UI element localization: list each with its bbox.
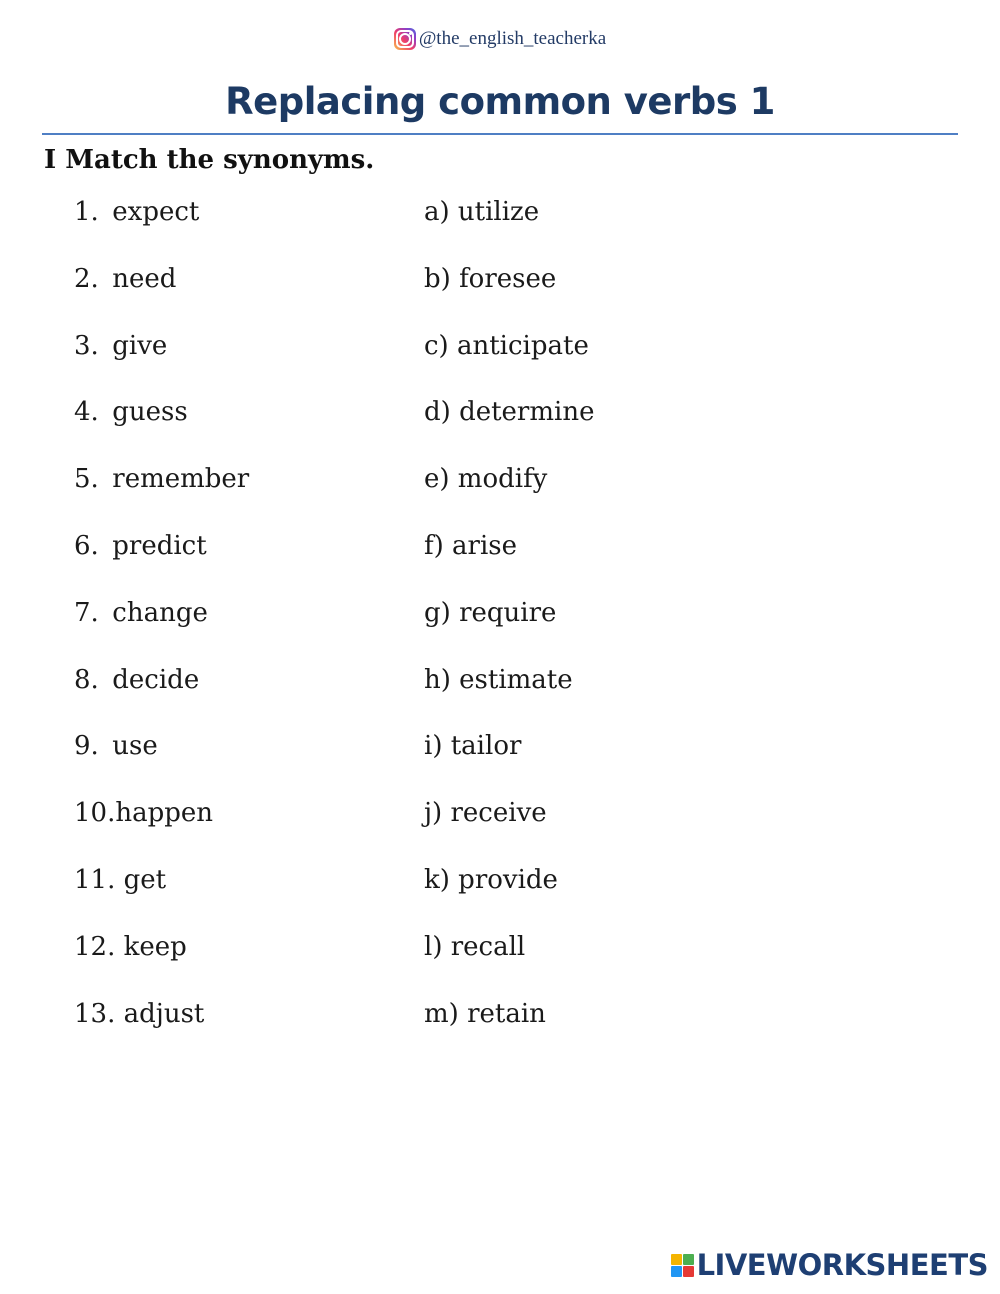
item-word: change: [112, 597, 208, 628]
left-item: [74, 860, 249, 927]
item-word: happen: [115, 798, 214, 829]
item-letter: g): [424, 597, 451, 628]
item-number: 11.: [74, 864, 116, 895]
right-item: [424, 994, 594, 1061]
left-item: [74, 459, 249, 526]
handle-text: @the_english_teacherka: [418, 28, 607, 49]
item-letter: h): [424, 664, 451, 695]
item-number: 6.: [74, 530, 99, 561]
right-item: [424, 726, 594, 793]
item-word: estimate: [459, 664, 573, 695]
item-letter: e): [424, 464, 450, 495]
logo-text: LIVEWORKSHEETS: [696, 1248, 988, 1282]
item-word: receive: [450, 798, 547, 829]
item-letter: a): [424, 197, 450, 227]
item-word: foresee: [459, 263, 557, 294]
item-word: recall: [450, 931, 526, 962]
item-letter: k): [424, 864, 450, 895]
item-letter: m): [424, 998, 459, 1029]
left-item: [74, 392, 249, 459]
right-word-list: [424, 192, 594, 1060]
item-word: arise: [452, 530, 518, 561]
item-word: guess: [112, 397, 188, 428]
item-number: 2.: [74, 263, 99, 294]
item-letter: c): [424, 330, 449, 361]
item-number: 9.: [74, 731, 99, 762]
item-number: 10.: [74, 798, 116, 829]
item-word: adjust: [123, 998, 205, 1029]
left-item: [74, 927, 249, 994]
item-word: need: [112, 263, 177, 294]
task-instruction: I Match the synonyms.: [44, 145, 375, 175]
instagram-icon: [394, 28, 416, 50]
item-number: 1.: [74, 197, 99, 227]
item-word: expect: [112, 197, 200, 227]
instagram-handle: [0, 28, 1000, 50]
item-letter: l): [424, 931, 443, 962]
item-word: retain: [467, 998, 546, 1029]
item-letter: j): [424, 798, 443, 829]
liveworksheets-logo: [671, 1248, 988, 1282]
right-item: [424, 593, 594, 660]
item-word: utilize: [457, 197, 540, 227]
item-word: give: [112, 330, 168, 361]
item-number: 3.: [74, 330, 99, 361]
item-number: 7.: [74, 597, 99, 628]
right-item: [424, 192, 594, 259]
item-word: keep: [123, 931, 187, 962]
item-word: modify: [457, 464, 548, 495]
right-item: [424, 927, 594, 994]
item-letter: b): [424, 263, 451, 294]
item-word: provide: [458, 864, 558, 895]
item-number: 8.: [74, 664, 99, 695]
right-item: [424, 660, 594, 727]
left-item: [74, 192, 249, 259]
left-item: [74, 994, 249, 1061]
page-title: Replacing common verbs 1: [225, 80, 775, 123]
title-divider: [42, 133, 958, 135]
item-word: use: [112, 731, 158, 762]
item-word: predict: [112, 530, 207, 561]
left-item: [74, 793, 249, 860]
right-item: [424, 526, 594, 593]
item-letter: d): [424, 397, 451, 428]
right-item: [424, 392, 594, 459]
left-item: [74, 526, 249, 593]
item-number: 4.: [74, 397, 99, 428]
item-number: 13.: [74, 998, 116, 1029]
item-word: require: [459, 597, 557, 628]
left-word-list: [74, 192, 249, 1060]
logo-grid-icon: [671, 1254, 694, 1277]
item-word: get: [123, 864, 167, 895]
item-word: tailor: [450, 731, 522, 762]
item-number: 5.: [74, 464, 99, 495]
left-item: [74, 326, 249, 393]
left-item: [74, 593, 249, 660]
item-word: anticipate: [456, 330, 589, 361]
left-item: [74, 726, 249, 793]
item-letter: i): [424, 731, 443, 762]
item-number: 12.: [74, 931, 116, 962]
item-word: decide: [112, 664, 200, 695]
right-item: [424, 326, 594, 393]
item-letter: f): [424, 530, 444, 561]
item-word: determine: [459, 397, 595, 428]
right-item: [424, 793, 594, 860]
right-item: [424, 459, 594, 526]
left-item: [74, 259, 249, 326]
right-item: [424, 259, 594, 326]
left-item: [74, 660, 249, 727]
item-word: remember: [112, 464, 250, 495]
right-item: [424, 860, 594, 927]
